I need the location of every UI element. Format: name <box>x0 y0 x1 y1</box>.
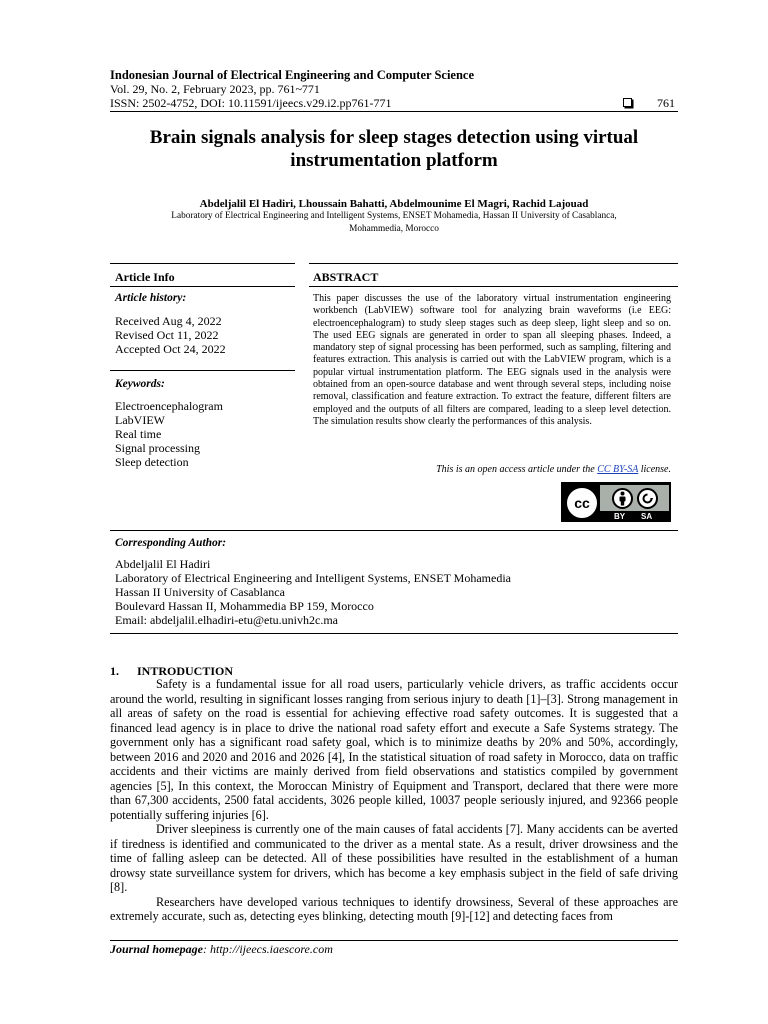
affiliation-line: Laboratory of Electrical Engineering and Intelligent Systems, ENSET Mohamedia, Hassan II University of Casablanca, <box>171 211 617 221</box>
square-icon <box>623 98 632 107</box>
history-list <box>115 314 226 356</box>
corresponding-line: Email: abdeljalil.elhadiri-etu@etu.univh2c.ma <box>115 613 338 627</box>
journal-homepage <box>110 942 333 957</box>
history-entry: Received Aug 4, 2022 <box>115 314 222 328</box>
corresponding-heading: Corresponding Author: <box>115 537 227 549</box>
keyword-list <box>115 399 223 469</box>
info-divider <box>110 370 295 371</box>
keyword: LabVIEW <box>115 413 165 427</box>
article-info-heading: Article Info <box>115 270 175 284</box>
homepage-label: Journal homepage <box>110 942 204 956</box>
keyword: Real time <box>115 427 162 441</box>
person-glyph <box>616 491 629 506</box>
corresponding-bottom-rule <box>110 633 678 634</box>
author-list: Abdeljalil El Hadiri, Lhoussain Bahatti, Abdelmounime El Magri, Rachid Lajouad <box>199 198 589 210</box>
affiliation <box>130 210 658 235</box>
cc-by-sa-badge[interactable] <box>561 482 671 522</box>
history-entry: Accepted Oct 24, 2022 <box>115 342 226 356</box>
open-access-notice <box>313 464 671 475</box>
corresponding-line: Boulevard Hassan II, Mohammedia BP 159, Morocco <box>115 599 374 613</box>
corresponding-top-rule <box>110 530 678 531</box>
corresponding-details <box>115 557 511 627</box>
history-entry: Revised Oct 11, 2022 <box>115 328 219 342</box>
abstract-heading: ABSTRACT <box>313 270 379 284</box>
section-title: INTRODUCTION <box>137 664 234 678</box>
by-label: BY <box>614 512 626 521</box>
keyword: Signal processing <box>115 441 200 455</box>
share-alike-icon <box>637 488 658 509</box>
corresponding-line: Hassan II University of Casablanca <box>115 585 285 599</box>
paragraph: Driver sleepiness is currently one of the main causes of fatal accidents [7]. Many accidents can be averted if tiredness is identified and communicated to the driver as a mental state. As a result, driver drowsiness and the time of falling asleep can be detected. All of these possibilities have resulted in the establishment of a human drowsy state surveillance system for drivers, which has become a key emphasis subject in the field of safe driving [8]. <box>110 822 678 894</box>
introduction-body <box>110 677 678 924</box>
footer-rule <box>110 940 678 941</box>
history-heading: Article history: <box>115 292 187 304</box>
volume-info: Vol. 29, No. 2, February 2023, pp. 761~771 <box>110 82 320 96</box>
affiliation-line: Mohammedia, Morocco <box>349 223 439 234</box>
sa-label: SA <box>641 512 653 521</box>
oa-prefix: This is an open access article under the <box>436 464 598 475</box>
oa-suffix: license. <box>638 464 671 475</box>
page-number: 761 <box>657 96 675 110</box>
section-number: 1. <box>110 664 119 678</box>
keyword: Electroencephalogram <box>115 399 223 413</box>
abstract-top-rule <box>309 263 678 264</box>
paper-title: Brain signals analysis for sleep stages detection using virtual instrumentation platform <box>149 127 639 171</box>
header-rule <box>110 111 678 112</box>
person-icon <box>612 488 633 509</box>
paragraph: Safety is a fundamental issue for all road users, particularly vehicle drivers, as traffic accidents occur around the world, resulting in significant losses ranging from serious injury to death [1]–[3]. Strong management in all areas of safety on the road is essential for achieving effective road safety outcomes. It is suggested that a financed lead agency is in place to drive the national road safety effort and execute a Safe Systems strategy. The government only has a significant road safety goal, which is to minimize deaths by 20% and 50%, accordingly, between 2016 and 2020 and 2016 and 2026 [4], In the statistical situation of road safety in Morocco, data on traffic accidents and their victims are mainly derived from field observations and statistics compiled by government agencies [5], In this context, the Moroccan Ministry of Equipment and Transport, declared that there were more than 67,300 accidents, 2500 fatal accidents, 3026 people killed, 10037 people seriously injured, and 92366 people potentially suffering injuries [6]. <box>110 677 678 822</box>
keyword: Sleep detection <box>115 455 189 469</box>
info-divider <box>110 286 295 287</box>
corresponding-line: Laboratory of Electrical Engineering and Intelligent Systems, ENSET Mohamedia <box>115 571 511 585</box>
journal-name: Indonesian Journal of Electrical Engineering and Computer Science <box>110 68 475 82</box>
cc-icon: cc <box>564 485 600 521</box>
keywords-heading: Keywords: <box>115 378 165 390</box>
homepage-url[interactable]: : http://ijeecs.iaescore.com <box>203 942 333 956</box>
abstract-divider <box>309 286 678 287</box>
info-top-rule <box>110 263 295 264</box>
share-alike-glyph <box>640 491 655 506</box>
paragraph: Researchers have developed various techniques to identify drowsiness, Several of these approaches are extremely accurate, such as, detecting eyes blinking, detecting mouth [9]-[12] and detecting faces from <box>110 894 678 923</box>
badge-band <box>600 485 669 511</box>
license-link[interactable]: CC BY-SA <box>597 464 639 475</box>
abstract-text: This paper discusses the use of the laboratory virtual instrumentation engineering workbench (LabVIEW) software tool for analyzing brain waveforms (i.e EEG: electroencephalogram) to study sleep stages such as deep sleep, light sleep and so on. The used EEG signals are generated in order to span all sleeping phases. Indeed, a mandatory step of signal processing has been performed, such as sampling, filtering and features extraction. This analysis is carried out with the LabVIEW program, which is a popular virtual instrumentation platform. The EEG signals used in the analysis were obtained from an open-source database and went through several steps, including noise removal, classification and feature extraction. To extract the feature, different filters are employed and the outputs of all filters are compared, leading to a sleep level detection. The simulation results show clearly the performances of this analysis. <box>313 293 671 427</box>
corresponding-line: Abdeljalil El Hadiri <box>115 557 211 571</box>
issn-doi: ISSN: 2502-4752, DOI: 10.11591/ijeecs.v29.i2.pp761-771 <box>110 96 392 110</box>
